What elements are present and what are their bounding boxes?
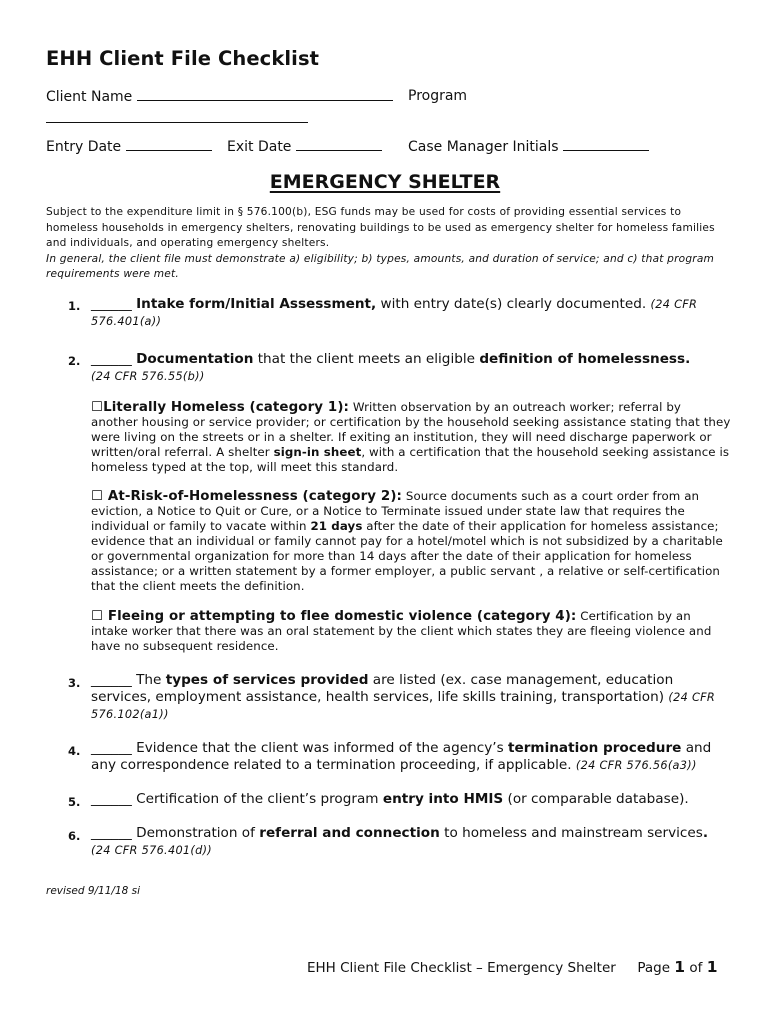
client-name-field[interactable] — [46, 88, 393, 105]
exit-date-line — [296, 138, 382, 151]
page-label: Page — [637, 960, 670, 976]
checkbox-icon[interactable]: ☐ — [91, 400, 104, 415]
checklist-item-1: ______ Intake form/Initial Assessment, with entry date(s) clearly documented. (24 CFR 576.401(a)) — [91, 296, 698, 328]
section-heading: EMERGENCY SHELTER — [269, 171, 501, 193]
checkbox-blank[interactable]: ______ — [91, 351, 132, 367]
page-title: EHH Client File Checklist — [46, 47, 320, 70]
case-manager-label: Case Manager Initials — [408, 139, 559, 155]
item-number: 2. — [68, 354, 81, 368]
page-total: 1 — [706, 958, 718, 976]
item-number: 1. — [68, 299, 81, 313]
checkbox-blank[interactable]: ______ — [91, 672, 132, 688]
checkbox-blank[interactable]: ______ — [91, 791, 132, 807]
footer-doc-title: EHH Client File Checklist – Emergency Shelter — [307, 960, 616, 976]
intro-paragraph — [46, 205, 726, 283]
client-name-line — [137, 88, 393, 101]
checkbox-icon[interactable]: ☐ — [91, 609, 104, 624]
item-number: 4. — [68, 744, 81, 758]
of-label: of — [689, 960, 703, 976]
checklist-item-2: ______ Documentation that the client meets an eligible definition of homelessness. (24 CFR 576.55(b)) — [91, 351, 691, 383]
checklist-item-5: ______ Certification of the client’s program entry into HMIS (or comparable database). — [91, 791, 689, 807]
checklist-item-6: ______ Demonstration of referral and connection to homeless and mainstream services. (24 CFR 576.401(d)) — [91, 825, 709, 857]
checklist-item-4: ______ Evidence that the client was informed of the agency’s termination procedure and any correspondence related to a termination proceeding, if applicable. (24 CFR 576.56(a3)) — [91, 740, 712, 773]
exit-date-field[interactable] — [227, 138, 382, 155]
program-line — [46, 110, 308, 123]
category-fleeing-violence: ☐ Fleeing or attempting to flee domestic violence (category 4): Certification by an intake worker that there was an oral statement by the client which states they are fleeing violence and have no subsequent residence. — [91, 609, 712, 653]
item-number: 5. — [68, 795, 81, 809]
checkbox-blank[interactable]: ______ — [91, 296, 132, 312]
checklist-item-3: ______ The types of services provided are listed (ex. case management, education services, employment assistance, health services, life skills training, transportation) (24 CFR 576.102(a1)) — [91, 672, 716, 721]
client-name-label: Client Name — [46, 89, 133, 105]
page-footer — [307, 958, 718, 976]
entry-date-line — [126, 138, 212, 151]
case-manager-line — [563, 138, 649, 151]
case-manager-field[interactable] — [408, 138, 649, 155]
checkbox-icon[interactable]: ☐ — [91, 489, 104, 504]
page-number: 1 — [674, 958, 686, 976]
item-number: 6. — [68, 829, 81, 843]
entry-date-label: Entry Date — [46, 139, 122, 155]
category-literally-homeless: ☐Literally Homeless (category 1): Written observation by an outreach worker; referral by another housing or service provider; or certification by the household seeking assistance stating that they were living on the streets or in a shelter. If exiting an institution, they will need discharge paperwork or written/oral referral. A shelter sign-in sheet, with a certification that the household seeking assistance is homeless typed at the top, will meet this standard. — [91, 400, 731, 474]
program-label: Program — [408, 88, 468, 104]
program-field[interactable] — [408, 88, 467, 104]
intro-italic: In general, the client file must demonstrate a) eligibility; b) types, amounts, and duration of service; and c) that program requirements were met. — [46, 252, 715, 280]
checkbox-blank[interactable]: ______ — [91, 825, 132, 841]
intro-text: Subject to the expenditure limit in § 576.100(b), ESG funds may be used for costs of providing essential services to homeless households in emergency shelters, renovating buildings to be used as emergency shelter for homeless families and individuals, and operating emergency shelters. — [46, 206, 715, 249]
checkbox-blank[interactable]: ______ — [91, 740, 132, 756]
item-number: 3. — [68, 676, 81, 690]
entry-date-field[interactable] — [46, 138, 212, 155]
revision-note: revised 9/11/18 si — [46, 885, 141, 897]
exit-date-label: Exit Date — [227, 139, 292, 155]
category-at-risk: ☐ At-Risk-of-Homelessness (category 2): Source documents such as a court order from an eviction, a Notice to Quit or Cure, or a Notice to Terminate issued under state law that requires the individual or family to vacate within 21 days after the date of their application for homeless assistance; evidence that an individual or family cannot pay for a hotel/motel which is not subsidized by a charitable or governmental organization for more than 14 days after the date of their application for homeless assistance; or a written statement by a former employer, a public servant , a relative or self-certification that the client meets the definition. — [91, 489, 723, 593]
